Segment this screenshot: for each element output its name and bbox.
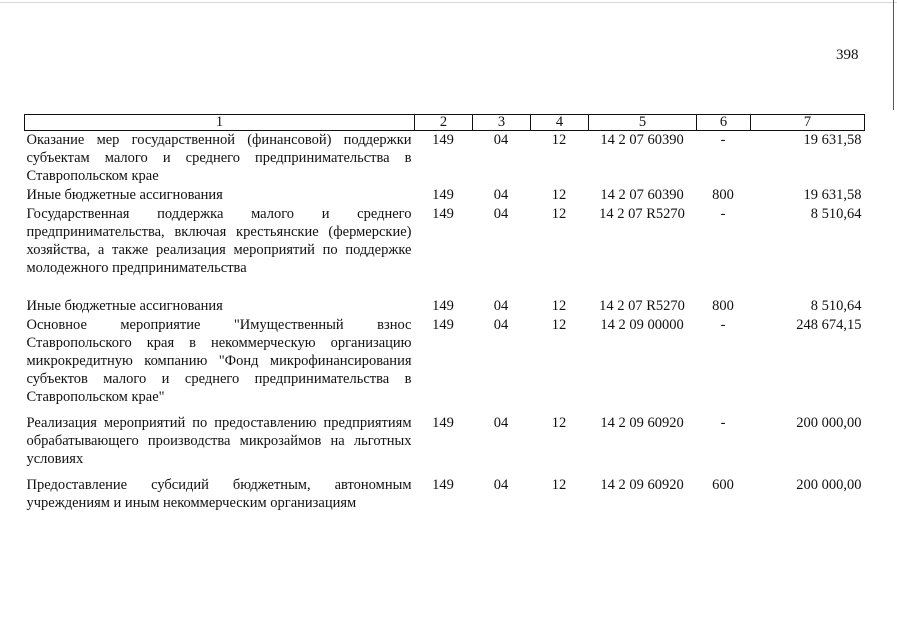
row-ministry-code: 149 — [432, 132, 454, 148]
row-ministry-code: 149 — [432, 415, 454, 431]
row-target-article: 14 2 09 60920 — [600, 415, 684, 431]
column-header-6: 6 — [697, 115, 751, 131]
row-name: Иные бюджетные ассигнования — [26, 187, 223, 203]
row-target-article: 14 2 07 R5270 — [599, 206, 685, 222]
row-ministry-code: 149 — [432, 298, 454, 314]
row-subsection-code: 12 — [551, 132, 567, 148]
row-section-code: 04 — [493, 206, 509, 222]
row-expense-type: 600 — [712, 477, 734, 493]
row-amount: 19 631,58 — [803, 187, 862, 203]
row-expense-type: 800 — [712, 187, 734, 203]
row-subsection-code: 12 — [551, 298, 567, 314]
row-expense-type: 800 — [712, 298, 734, 314]
table-row — [25, 316, 865, 414]
table-row — [25, 297, 865, 316]
row-ministry-code: 149 — [432, 317, 454, 333]
row-amount: 19 631,58 — [803, 132, 862, 148]
table-row — [25, 205, 865, 297]
row-section-code: 04 — [493, 317, 509, 333]
row-expense-type: - — [720, 132, 726, 148]
row-amount: 200 000,00 — [796, 415, 862, 431]
row-target-article: 14 2 09 60920 — [600, 477, 684, 493]
row-name: Основное мероприятие "Имущественный взнос Ставропольского края в некоммерческую организацию микрокредитную компанию "Фонд микрофинансирования субъектов малого и среднего предпринимательства в Ставропольском крае" — [26, 317, 412, 405]
scan-edge-top — [0, 2, 897, 3]
row-target-article: 14 2 09 00000 — [600, 317, 684, 333]
row-subsection-code: 12 — [551, 187, 567, 203]
row-name: Государственная поддержка малого и среднего предпринимательства, включая крестьянские (фермерские) хозяйства, а также реализация мероприятий по поддержке молодежного предпринимательства — [26, 206, 412, 276]
table-row — [25, 186, 865, 205]
row-name: Оказание мер государственной (финансовой) поддержки субъектам малого и среднего предпринимательства в Ставропольском крае — [26, 132, 412, 184]
table-row — [25, 131, 865, 187]
row-subsection-code: 12 — [551, 477, 567, 493]
page-number: 398 — [836, 47, 859, 63]
row-target-article: 14 2 07 60390 — [600, 187, 684, 203]
row-expense-type: - — [720, 415, 726, 431]
column-header-4: 4 — [531, 115, 589, 131]
row-subsection-code: 12 — [551, 206, 567, 222]
row-amount: 200 000,00 — [796, 477, 862, 493]
row-subsection-code: 12 — [551, 317, 567, 333]
row-section-code: 04 — [493, 132, 509, 148]
row-ministry-code: 149 — [432, 477, 454, 493]
table-row — [25, 414, 865, 476]
row-section-code: 04 — [493, 187, 509, 203]
row-target-article: 14 2 07 60390 — [600, 132, 684, 148]
scan-edge-right — [893, 0, 894, 110]
row-section-code: 04 — [493, 415, 509, 431]
row-section-code: 04 — [493, 477, 509, 493]
row-target-article: 14 2 07 R5270 — [599, 298, 685, 314]
row-name: Предоставление субсидий бюджетным, автономным учреждениям и иным некоммерческим организациям — [26, 477, 412, 511]
column-header-5: 5 — [589, 115, 697, 131]
row-subsection-code: 12 — [551, 415, 567, 431]
column-header-3: 3 — [473, 115, 531, 131]
row-ministry-code: 149 — [432, 187, 454, 203]
row-amount: 248 674,15 — [796, 317, 862, 333]
column-header-1: 1 — [25, 115, 415, 131]
row-expense-type: - — [720, 206, 726, 222]
column-header-7: 7 — [751, 115, 865, 131]
row-amount: 8 510,64 — [810, 298, 862, 314]
table-row — [25, 476, 865, 513]
row-name: Иные бюджетные ассигнования — [26, 298, 223, 314]
budget-table — [24, 114, 865, 513]
row-amount: 8 510,64 — [810, 206, 862, 222]
row-name: Реализация мероприятий по предоставлению предприятиям обрабатывающего производства микрозаймов на льготных условиях — [26, 415, 412, 467]
column-header-2: 2 — [415, 115, 473, 131]
row-section-code: 04 — [493, 298, 509, 314]
table-header-row — [25, 115, 865, 131]
row-expense-type: - — [720, 317, 726, 333]
row-ministry-code: 149 — [432, 206, 454, 222]
